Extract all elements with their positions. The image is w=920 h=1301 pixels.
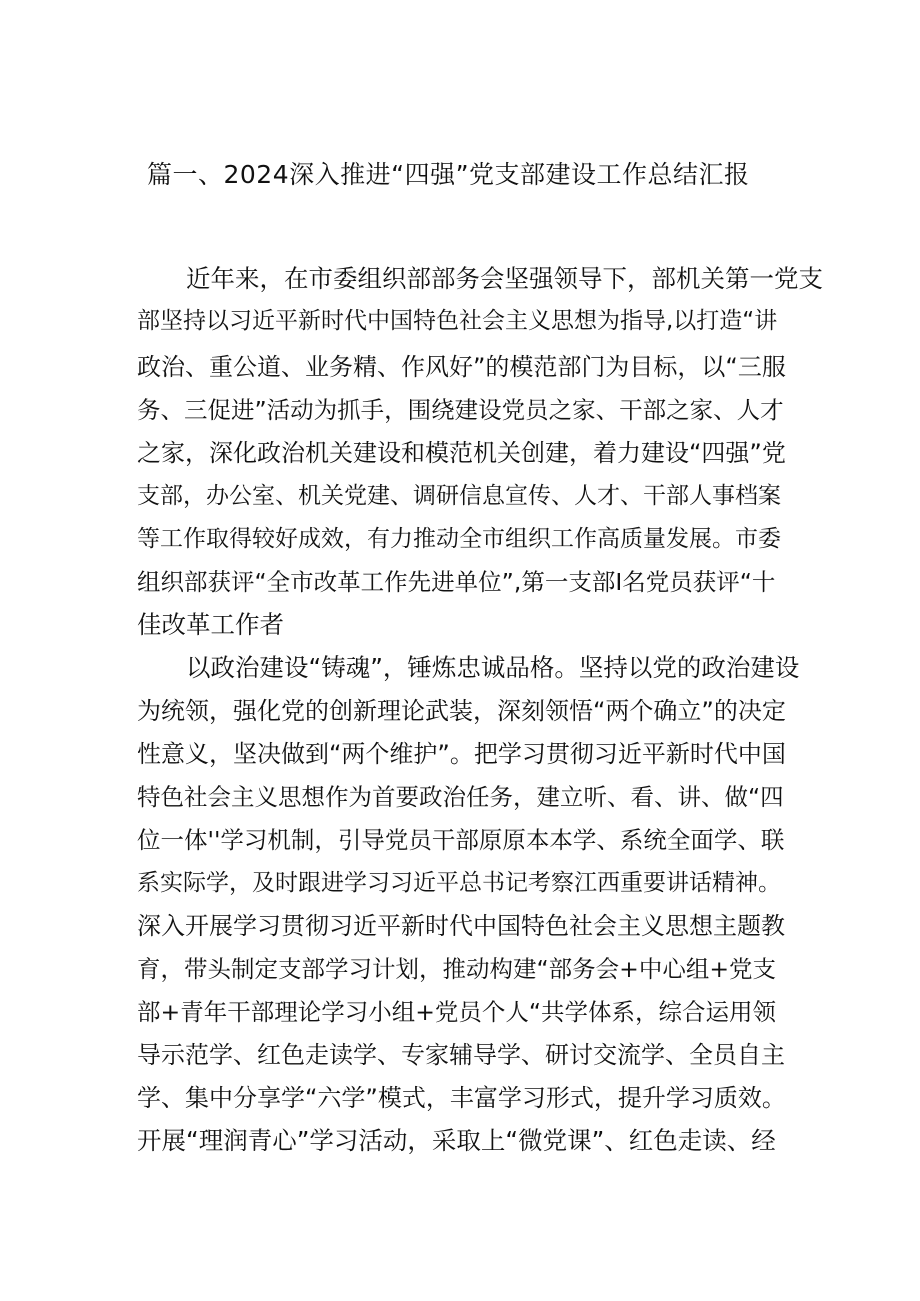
paragraph-2-line: 以政治建设“铸魂”，锤炼忠诚品格。坚持以党的政治建设	[186, 653, 800, 682]
paragraph-2-line: 位一体''学习机制，引导党员干部原原本本学、系统全面学、联	[137, 826, 785, 854]
document-title: 篇一、2024深入推进“四强”党支部建设工作总结汇报	[147, 160, 750, 189]
paragraph-1-line: 等工作取得较好成效，有力推动全市组织工作高质量发展。市委	[137, 526, 781, 552]
paragraph-1-line: 部坚持以习近平新时代中国特色社会主义思想为指导,以打造“讲	[137, 308, 778, 334]
paragraph-2-line: 开展“理润青心”学习活动，采取上“微党课”、红色走读、经	[137, 1126, 776, 1155]
paragraph-2-line: 学、集中分享学“六学”模式，丰富学习形式，提升学习质效。	[137, 1084, 786, 1112]
paragraph-1-line: 组织部获评“全市改革工作先进单位”,第一支部I名党员获评“十	[137, 568, 776, 596]
paragraph-1-line: 支部，办公室、机关党建、调研信息宣传、人才、干部人事档案	[137, 483, 781, 509]
paragraph-1-line: 务、三促进”活动为抓手，围绕建设党员之家、干部之家、人才	[137, 396, 784, 424]
paragraph-1-line: 之家，深化政治机关建设和模范机关创建，着力建设“四强”党	[137, 439, 786, 467]
paragraph-2-line: 为统领，强化党的创新理论武装，深刻领悟“两个确立”的决定	[137, 697, 786, 725]
paragraph-2-line: 部+青年干部理论学习小组+党员个人“共学体系，综合运用领	[137, 998, 777, 1026]
paragraph-2-line: 系实际学，及时跟进学习习近平总书记考察江西重要讲话精神。	[137, 870, 781, 896]
paragraph-2-line: 深入开展学习贯彻习近平新时代中国特色社会主义思想主题教	[137, 912, 785, 940]
paragraph-1-line: 近年来，在市委组织部部务会坚强领导下，部机关第一党支	[186, 264, 823, 293]
paragraph-2-line: 导示范学、红色走读学、专家辅导学、研讨交流学、全员自主	[137, 1041, 785, 1069]
paragraph-2-line: 特色社会主义思想作为首要政治任务，建立听、看、讲、做“四	[137, 783, 784, 811]
paragraph-1-line: 政治、重公道、业务精、作风好”的模范部门为目标，以“三服	[137, 353, 786, 381]
paragraph-1-line: 佳改革工作者	[137, 610, 284, 639]
paragraph-2-line: 育，带头制定支部学习计划，推动构建“部务会+中心组+党支	[137, 955, 777, 983]
paragraph-2-line: 性意义，坚决做到“两个维护”。把学习贯彻习近平新时代中国	[137, 740, 786, 768]
